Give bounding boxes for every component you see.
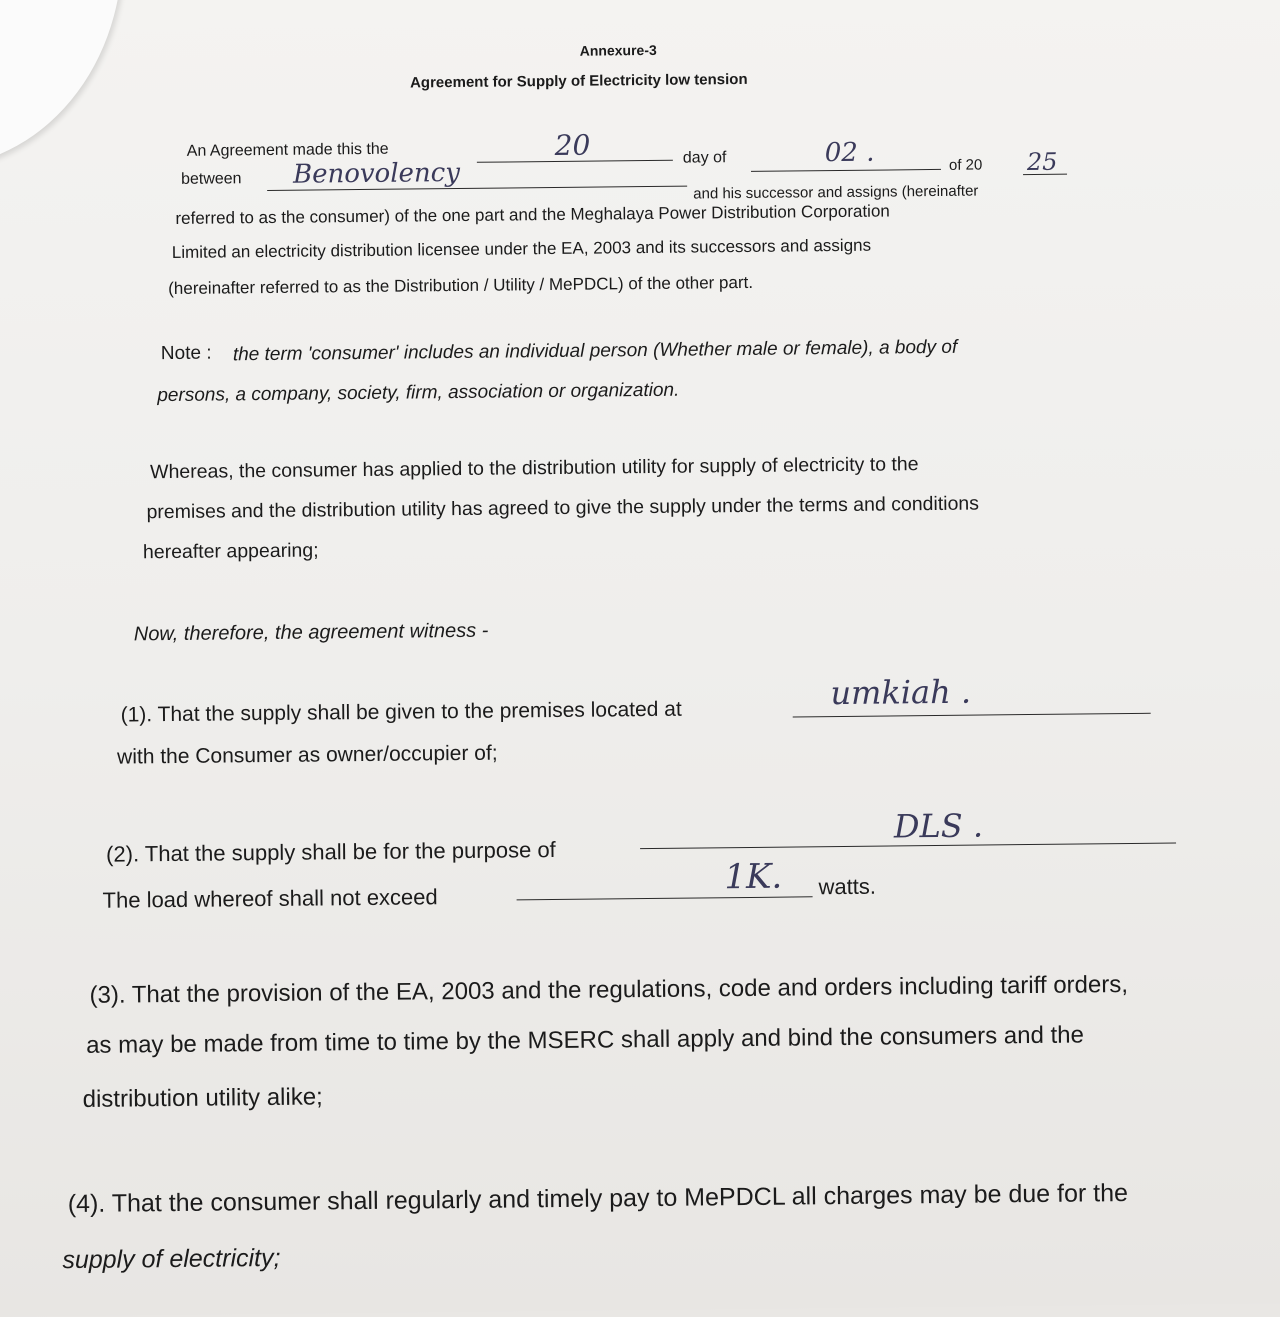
clause-2-line-2: The load whereof shall not exceed xyxy=(102,884,438,913)
note-label: Note : xyxy=(160,342,212,365)
day-handwritten: 20 xyxy=(554,128,591,162)
load-blank-line xyxy=(517,896,813,900)
of-20-label: of 20 xyxy=(948,156,983,174)
month-handwritten: 02 . xyxy=(824,137,875,169)
whereas-line-3: hereafter appearing; xyxy=(142,539,319,564)
clause-4-line-1: (4). That the consumer shall regularly and timely pay to MePDCL all charges may be due for the xyxy=(67,1179,1129,1219)
clause-3-line-2: as may be made from time to time by the MSERC shall apply and bind the consumers and the xyxy=(85,1021,1085,1059)
load-handwritten: 1K. xyxy=(724,856,783,898)
annexure-label: Annexure-3 xyxy=(579,41,657,59)
year-handwritten: 25 xyxy=(1026,147,1058,177)
document-title: Agreement for Supply of Electricity low tension xyxy=(409,70,748,92)
whereas-line-2: premises and the distribution utility has agreed to give the supply under the terms and conditions xyxy=(146,492,980,524)
note-line-1: the term 'consumer' includes an individual person (Whether male or female), a body of xyxy=(232,336,958,366)
clause-4-line-2: supply of electricity; xyxy=(62,1243,281,1275)
clause-2-line-1: (2). That the supply shall be for the purpose of xyxy=(105,836,556,867)
location-handwritten: umkiah . xyxy=(830,672,972,713)
witness-line: Now, therefore, the agreement witness - xyxy=(133,619,489,646)
watts-label: watts. xyxy=(818,873,877,900)
clause-3-line-1: (3). That the provision of the EA, 2003 and the regulations, code and orders including tariff orders, xyxy=(89,971,1129,1009)
party-handwritten: Benovolency xyxy=(292,157,461,190)
intro-line-5: (hereinafter referred to as the Distribution / Utility / MePDCL) of the other part. xyxy=(168,272,754,299)
clause-1-line-2: with the Consumer as owner/occupier of; xyxy=(116,741,498,769)
day-of-label: day of xyxy=(682,149,727,167)
intro-prefix: An Agreement made this the xyxy=(186,140,389,160)
intro-line-3: referred to as the consumer) of the one part and the Meghalaya Power Distribution Corporation xyxy=(175,201,890,228)
note-line-2: persons, a company, society, firm, association or organization. xyxy=(157,379,680,407)
whereas-line-1: Whereas, the consumer has applied to the distribution utility for supply of electricity to the xyxy=(149,453,919,484)
between-label: between xyxy=(180,170,242,188)
purpose-handwritten: DLS . xyxy=(893,806,984,846)
clause-3-line-3: distribution utility alike; xyxy=(82,1083,323,1113)
intro-line-4: Limited an electricity distribution licensee under the EA, 2003 and its successors and assigns xyxy=(171,235,872,262)
month-blank-line xyxy=(751,169,941,172)
clause-1-line-1: (1). That the supply shall be given to the premises located at xyxy=(120,697,682,727)
successor-text: and his successor and assigns (hereinafter xyxy=(693,182,979,203)
location-blank-line xyxy=(793,713,1151,718)
